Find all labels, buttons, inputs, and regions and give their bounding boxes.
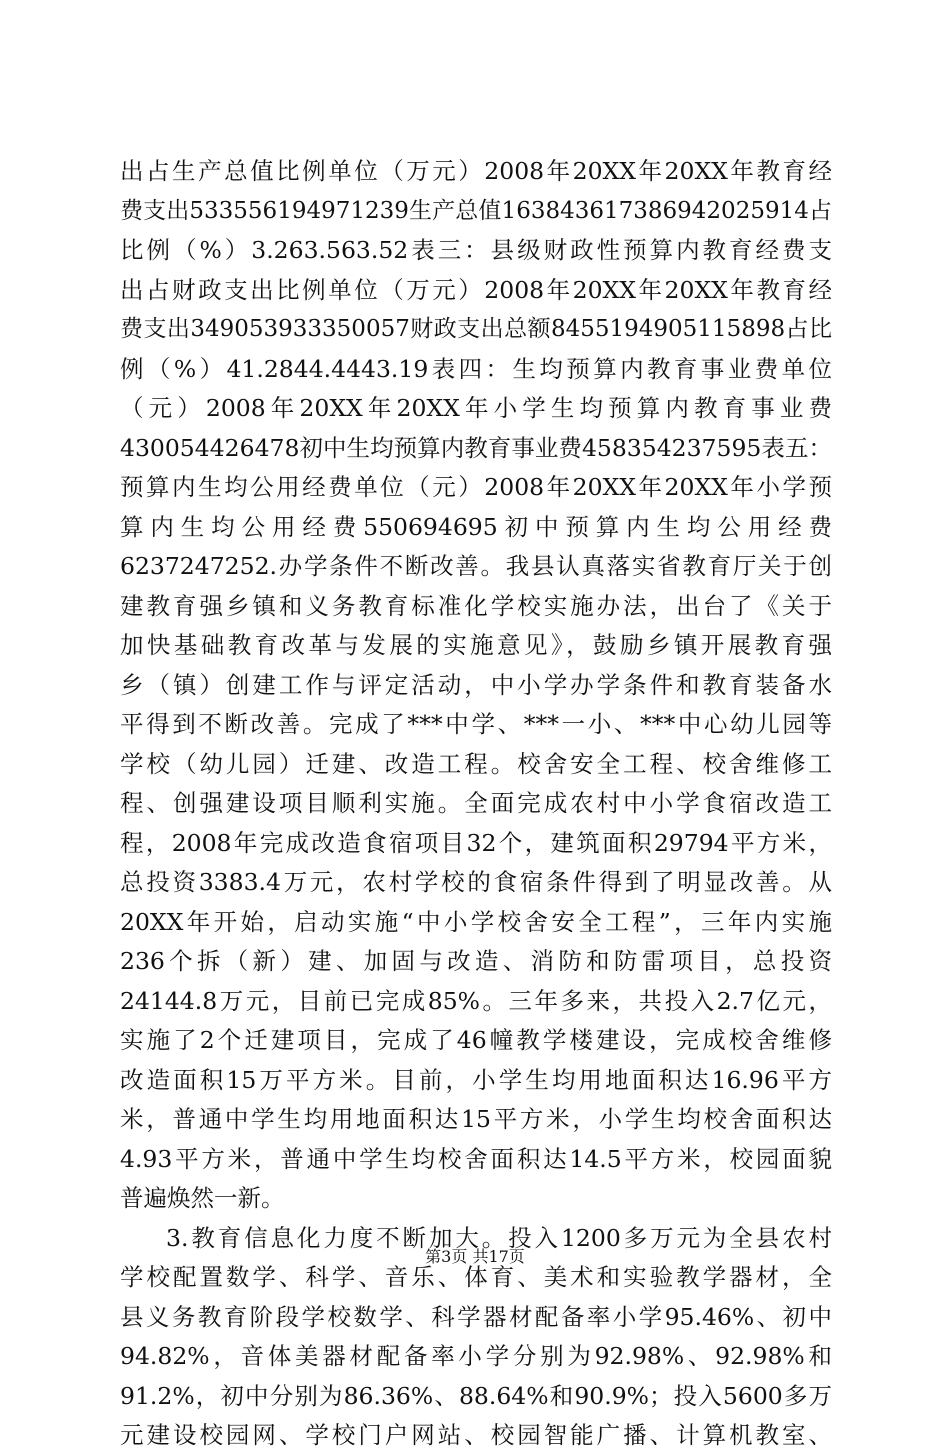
text-line: 实施了2个迁建项目，完成了46幢教学楼建设，完成校舍维修 [120, 1026, 832, 1054]
text-line: 县义务教育阶段学校数学、科学器材配备率小学95.46%、初中 [120, 1302, 832, 1331]
text-line: 430054426478初中生均预算内教育事业费458354237595表五： [120, 433, 832, 462]
text-line: （元）2008年20XX年20XX年小学生均预算内教育事业费 [120, 394, 832, 422]
text-line: 4.93平方米，普通中学生均校舍面积达14.5平方米，校园面貌 [120, 1144, 832, 1173]
text-line: 6237247252.办学条件不断改善。我县认真落实省教育厅关于创 [120, 552, 832, 580]
text-line: 20XX年开始，启动实施“中小学校舍安全工程”，三年内实施 [120, 907, 832, 936]
text-line: 例（%）41.2844.4443.19表四：生均预算内教育事业费单位 [120, 354, 832, 383]
text-line: 94.82%，音体美器材配备率小学分别为92.98%、92.98%和 [120, 1342, 832, 1370]
text-line: 程、创强建设项目顺利实施。全面完成农村中小学食宿改造工 [120, 789, 832, 817]
text-line: 出占财政支出比例单位（万元）2008年20XX年20XX年教育经 [120, 275, 832, 304]
text-line: 元建设校园网、学校门户网站、校园智能广播、计算机教室、 [120, 1421, 832, 1449]
text-line: 总投资3383.4万元，农村学校的食宿条件得到了明显改善。从 [120, 868, 832, 896]
text-line: 平得到不断改善。完成了***中学、***一小、***中心幼儿园等 [120, 710, 832, 738]
page-number-footer: 第3页 共17页 [425, 1247, 525, 1266]
text-line: 改造面积15万平方米。目前，小学生均用地面积达16.96平方 [120, 1065, 832, 1094]
text-line: 米，普通中学生均用地面积达15平方米，小学生均校舍面积达 [120, 1105, 832, 1133]
text-line: 24144.8万元，目前已完成85%。三年多来，共投入2.7亿元， [120, 986, 832, 1015]
text-line: 费支出533556194971239生产总值163843617386942025914占 [120, 197, 832, 224]
text-line: 预算内生均公用经费单位（元）2008年20XX年20XX年小学预 [120, 473, 832, 501]
text-line: 学校（幼儿园）迁建、改造工程。校舍安全工程、校舍维修工 [120, 749, 832, 778]
text-line: 建教育强乡镇和义务教育标准化学校实施办法，出台了《关于 [120, 591, 832, 620]
text-line: 比例（%）3.263.563.52表三：县级财政性预算内教育经费支 [120, 236, 832, 264]
paragraph-start-line: 3.教育信息化力度不断加大。投入1200多万元为全县农村 [166, 1223, 832, 1252]
paragraph-end-line: 普遍焕然一新。 [120, 1184, 285, 1212]
text-line: 费支出349053933350057财政支出总额8455194905115898占比 [120, 316, 832, 342]
text-line: 学校配置数学、科学、音乐、体育、美术和实验教学器材，全 [120, 1263, 832, 1291]
text-line: 出占生产总值比例单位（万元）2008年20XX年20XX年教育经 [120, 157, 832, 185]
text-line: 算内生均公用经费550694695初中预算内生均公用经费 [120, 512, 832, 541]
text-line: 91.2%，初中分别为86.36%、88.64%和90.9%；投入5600多万 [120, 1381, 832, 1410]
text-line: 程，2008年完成改造食宿项目32个，建筑面积29794平方米， [120, 828, 832, 857]
text-line: 乡（镇）创建工作与评定活动，中小学办学条件和教育装备水 [120, 670, 832, 699]
text-line: 236个拆（新）建、加固与改造、消防和防雷项目，总投资 [120, 947, 832, 975]
text-line: 加快基础教育改革与发展的实施意见》，鼓励乡镇开展教育强 [120, 631, 832, 659]
